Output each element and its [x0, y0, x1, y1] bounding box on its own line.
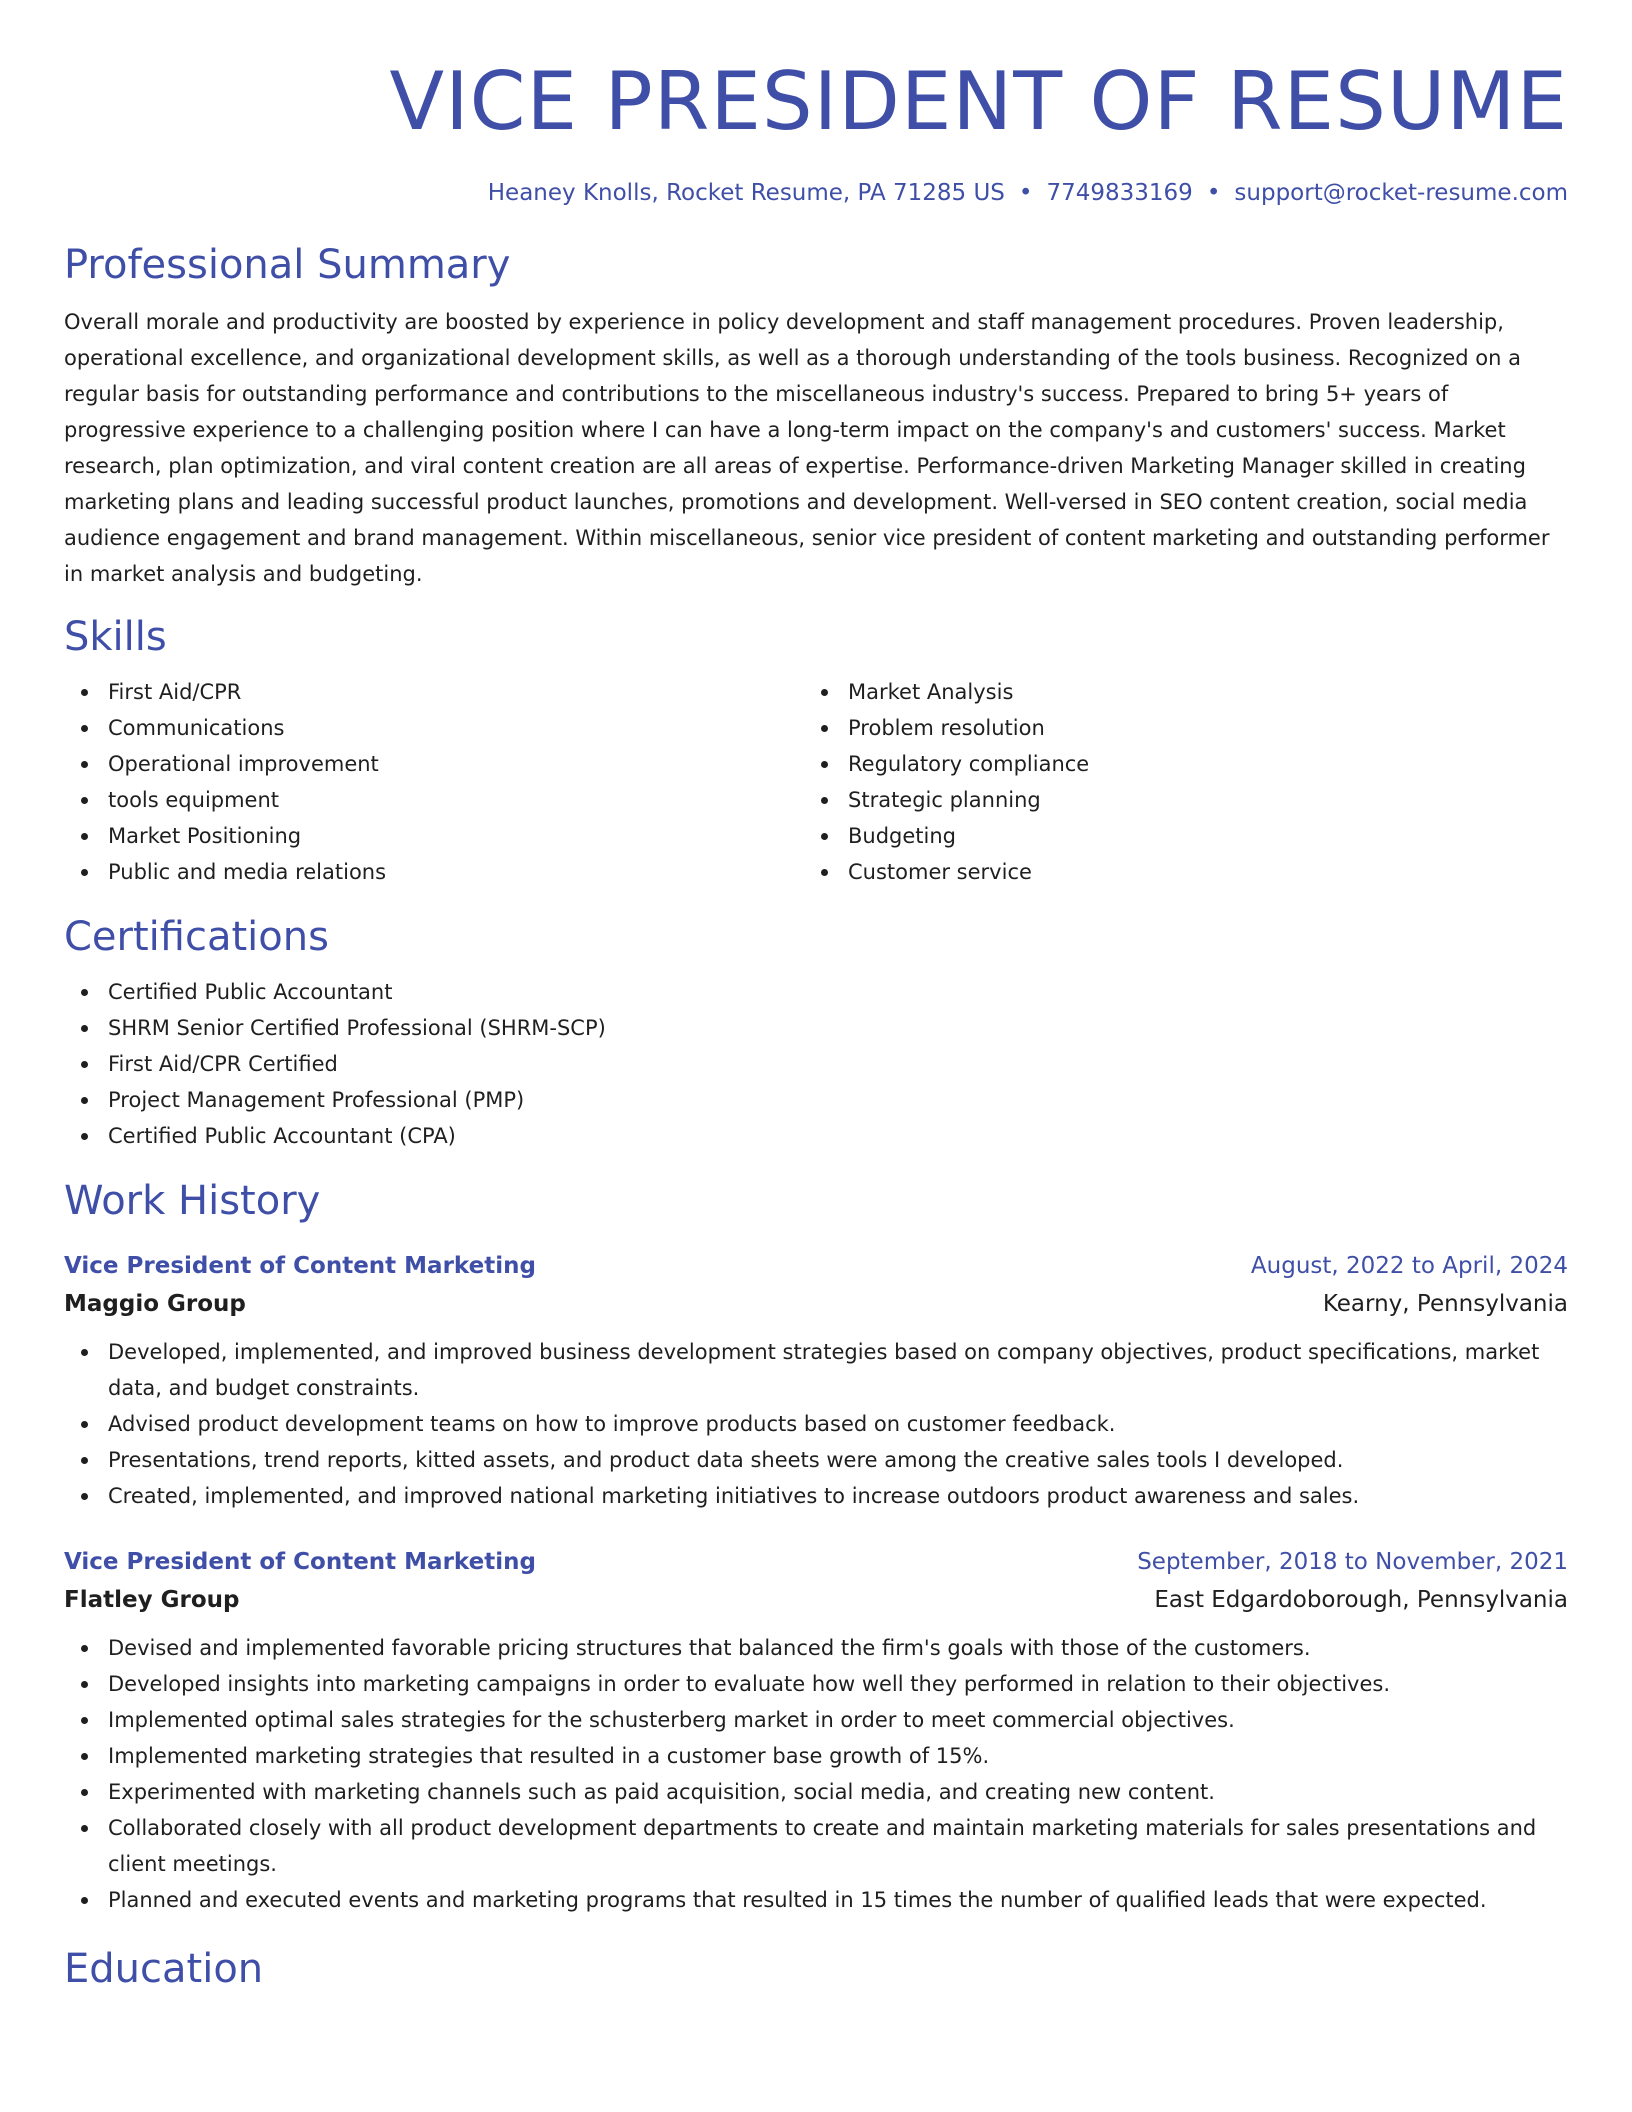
- skills-heading: Skills: [64, 614, 167, 660]
- certifications-list: [64, 974, 1568, 1154]
- certification-item: Certified Public Accountant (CPA): [64, 1118, 1568, 1154]
- contact-separator: •: [1206, 180, 1221, 206]
- skill-item: Communications: [64, 710, 804, 746]
- job-bullet: Developed insights into marketing campaigns in order to evaluate how well they performed in relation to their objectives.: [64, 1666, 1568, 1702]
- job-bullet: Implemented marketing strategies that resulted in a customer base growth of 15%.: [64, 1738, 1568, 1774]
- job-bullet: Experimented with marketing channels such as paid acquisition, social media, and creating new content.: [64, 1774, 1568, 1810]
- certification-item: SHRM Senior Certified Professional (SHRM-SCP): [64, 1010, 1568, 1046]
- job-entry: [64, 1544, 1568, 1918]
- job-bullet: Collaborated closely with all product development departments to create and maintain marketing materials for sales presentations and client meetings.: [64, 1810, 1568, 1882]
- resume-header: [64, 52, 1568, 208]
- resume-name: VICE PRESIDENT OF RESUME: [389, 55, 1568, 148]
- skills-grid: [64, 674, 1568, 890]
- skills-list-left: [64, 674, 804, 890]
- work-history-heading: Work History: [64, 1178, 321, 1224]
- job-bullet: Planned and executed events and marketing programs that resulted in 15 times the number of qualified leads that were expected.: [64, 1882, 1568, 1918]
- summary-text: Overall morale and productivity are boosted by experience in policy development and staff management procedures. Proven leadership, operational excellence, and organizational development skills, as well as a thorough understanding of the tools business. Recognized on a regular basis for outstanding performance and contributions to the miscellaneous industry's success. Prepared to bring 5+ years of progressive experience to a challenging position where I can have a long-term impact on the company's and customers' success. Market research, plan optimization, and viral content creation are all areas of expertise. Performance-driven Marketing Manager skilled in creating marketing plans and leading successful product launches, promotions and development. Well-versed in SEO content creation, social media audience engagement and brand management. Within miscellaneous, senior vice president of content marketing and outstanding performer in market analysis and budgeting.: [64, 310, 1550, 586]
- skill-item: tools equipment: [64, 782, 804, 818]
- job-bullet: Devised and implemented favorable pricing structures that balanced the firm's goals with those of the customers.: [64, 1630, 1568, 1666]
- job-bullets: [64, 1334, 1568, 1514]
- job-entry: [64, 1248, 1568, 1514]
- skill-item: Problem resolution: [804, 710, 1544, 746]
- job-bullet: Advised product development teams on how to improve products based on customer feedback.: [64, 1406, 1568, 1442]
- skill-item: Customer service: [804, 854, 1544, 890]
- skill-item: Operational improvement: [64, 746, 804, 782]
- job-dates: August, 2022 to April, 2024: [1250, 1253, 1568, 1279]
- job-title-row: [64, 1544, 1568, 1580]
- contact-separator: •: [1018, 180, 1033, 206]
- education-heading: Education: [64, 1946, 264, 1992]
- skills-list-right: [804, 674, 1544, 890]
- job-location: East Edgardoborough, Pennsylvania: [1154, 1587, 1568, 1613]
- contact-phone: 7749833169: [1046, 180, 1193, 206]
- summary-heading: Professional Summary: [64, 242, 511, 288]
- job-location: Kearny, Pennsylvania: [1322, 1291, 1568, 1317]
- contact-email: support@rocket-resume.com: [1234, 180, 1568, 206]
- job-company-row: [64, 1284, 1568, 1324]
- job-title-row: [64, 1248, 1568, 1284]
- skill-item: Budgeting: [804, 818, 1544, 854]
- contact-address: Heaney Knolls, Rocket Resume, PA 71285 US: [487, 180, 1005, 206]
- certifications-heading: Certifications: [64, 914, 329, 960]
- job-company: Maggio Group: [64, 1291, 246, 1317]
- skill-item: Market Positioning: [64, 818, 804, 854]
- certification-item: Certified Public Accountant: [64, 974, 1568, 1010]
- job-title: Vice President of Content Marketing: [64, 1549, 536, 1575]
- job-bullet: Presentations, trend reports, kitted assets, and product data sheets were among the creative sales tools I developed.: [64, 1442, 1568, 1478]
- contact-line: [64, 178, 1568, 208]
- skills-column-right: [804, 674, 1544, 890]
- job-company: Flatley Group: [64, 1587, 240, 1613]
- certification-item: Project Management Professional (PMP): [64, 1082, 1568, 1118]
- job-bullet: Created, implemented, and improved national marketing initiatives to increase outdoors product awareness and sales.: [64, 1478, 1568, 1514]
- job-bullet: Implemented optimal sales strategies for the schusterberg market in order to meet commercial objectives.: [64, 1702, 1568, 1738]
- job-title: Vice President of Content Marketing: [64, 1253, 536, 1279]
- skill-item: Strategic planning: [804, 782, 1544, 818]
- skills-column-left: [64, 674, 804, 890]
- skill-item: First Aid/CPR: [64, 674, 804, 710]
- skill-item: Regulatory compliance: [804, 746, 1544, 782]
- job-dates: September, 2018 to November, 2021: [1137, 1549, 1568, 1575]
- skill-item: Market Analysis: [804, 674, 1544, 710]
- job-company-row: [64, 1580, 1568, 1620]
- job-bullets: [64, 1630, 1568, 1918]
- skill-item: Public and media relations: [64, 854, 804, 890]
- job-bullet: Developed, implemented, and improved business development strategies based on company objectives, product specifications, market data, and budget constraints.: [64, 1334, 1568, 1406]
- certification-item: First Aid/CPR Certified: [64, 1046, 1568, 1082]
